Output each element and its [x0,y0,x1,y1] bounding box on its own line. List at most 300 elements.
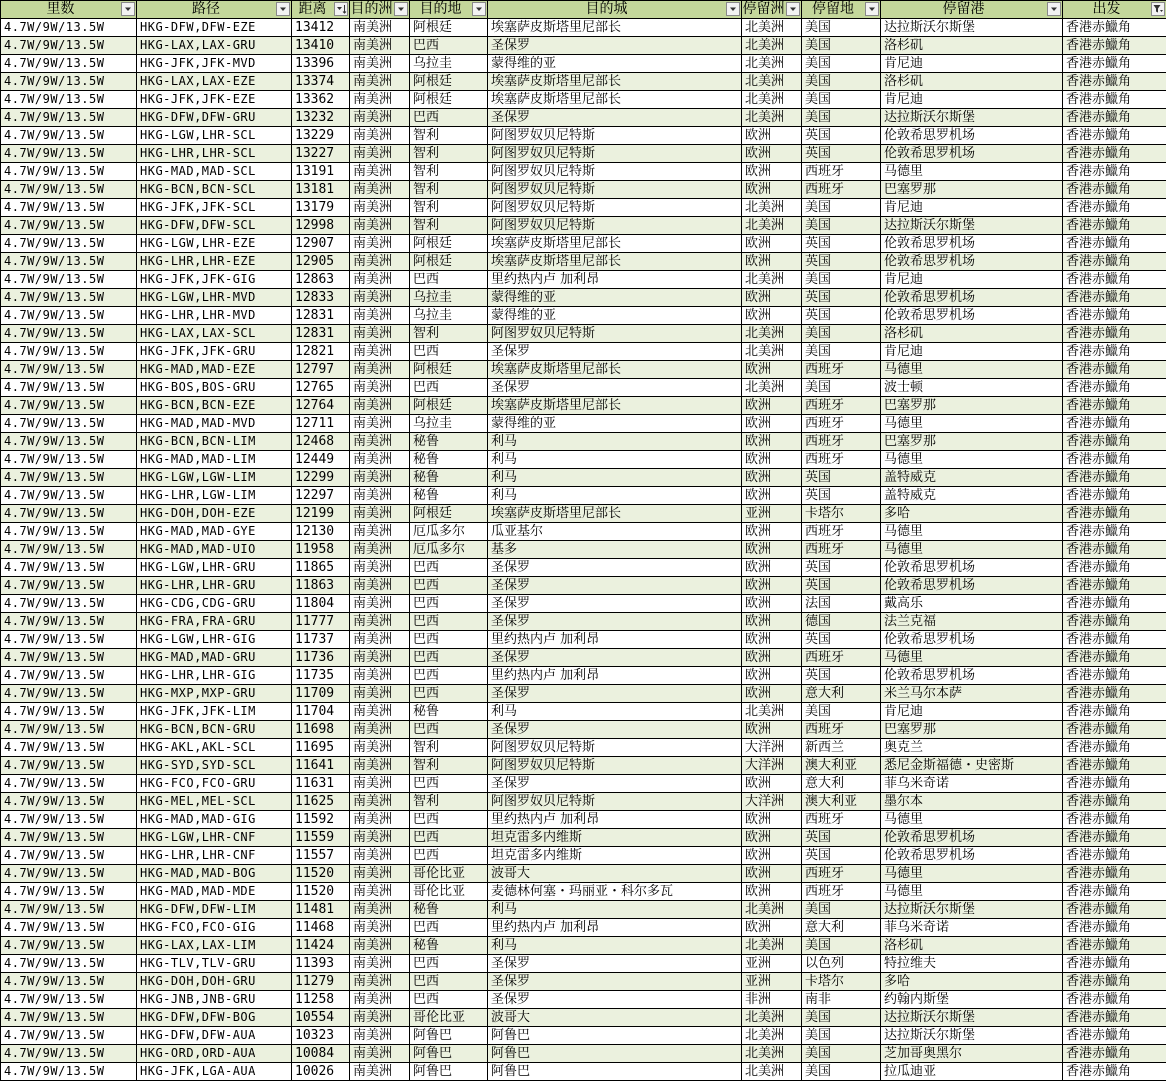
cell-dest-continent[interactable]: 南美洲 [350,703,410,721]
cell-dest-continent[interactable]: 南美洲 [350,775,410,793]
cell-dest-continent[interactable]: 南美洲 [350,955,410,973]
cell-dest-continent[interactable]: 南美洲 [350,973,410,991]
cell-route[interactable]: HKG-BCN,BCN-EZE [137,397,292,415]
cell-stop-country[interactable]: 澳大利亚 [802,793,881,811]
cell-route[interactable]: HKG-MAD,MAD-SCL [137,163,292,181]
cell-departure[interactable]: 香港赤鱲角 [1063,865,1166,883]
cell-dest-city[interactable]: 坦克雷多内维斯 [488,847,742,865]
cell-mileage[interactable]: 4.7W/9W/13.5W [1,505,137,523]
cell-dest-country[interactable]: 巴西 [410,973,488,991]
cell-dest-continent[interactable]: 南美洲 [350,325,410,343]
cell-route[interactable]: HKG-LHR,LHR-CNF [137,847,292,865]
cell-dest-city[interactable]: 里约热内卢 加利昂 [488,811,742,829]
cell-route[interactable]: HKG-LAX,LAX-LIM [137,937,292,955]
cell-distance[interactable]: 10323 [292,1027,350,1045]
cell-dest-country[interactable]: 巴西 [410,667,488,685]
cell-dest-continent[interactable]: 南美洲 [350,793,410,811]
cell-dest-continent[interactable]: 南美洲 [350,469,410,487]
cell-dest-city[interactable]: 圣保罗 [488,955,742,973]
cell-stop-port[interactable]: 拉瓜迪亚 [881,1063,1063,1081]
cell-dest-city[interactable]: 圣保罗 [488,685,742,703]
cell-stop-port[interactable]: 伦敦希思罗机场 [881,307,1063,325]
cell-dest-country[interactable]: 巴西 [410,919,488,937]
cell-dest-country[interactable]: 巴西 [410,829,488,847]
cell-dest-country[interactable]: 巴西 [410,955,488,973]
cell-departure[interactable]: 香港赤鱲角 [1063,127,1166,145]
cell-stop-continent[interactable]: 欧洲 [742,415,802,433]
cell-mileage[interactable]: 4.7W/9W/13.5W [1,811,137,829]
cell-stop-country[interactable]: 西班牙 [802,649,881,667]
cell-stop-continent[interactable]: 欧洲 [742,235,802,253]
cell-dest-city[interactable]: 圣保罗 [488,37,742,55]
cell-departure[interactable]: 香港赤鱲角 [1063,919,1166,937]
cell-stop-country[interactable]: 意大利 [802,775,881,793]
cell-dest-continent[interactable]: 南美洲 [350,127,410,145]
cell-dest-city[interactable]: 埃塞萨皮斯塔里尼部长 [488,91,742,109]
cell-dest-country[interactable]: 阿鲁巴 [410,1063,488,1081]
cell-stop-country[interactable]: 美国 [802,325,881,343]
cell-dest-continent[interactable]: 南美洲 [350,91,410,109]
cell-dest-country[interactable]: 阿鲁巴 [410,1045,488,1063]
cell-stop-country[interactable]: 西班牙 [802,883,881,901]
cell-route[interactable]: HKG-AKL,AKL-SCL [137,739,292,757]
cell-mileage[interactable]: 4.7W/9W/13.5W [1,451,137,469]
cell-dest-country[interactable]: 巴西 [410,343,488,361]
cell-dest-city[interactable]: 蒙得维的亚 [488,55,742,73]
cell-stop-continent[interactable]: 欧洲 [742,433,802,451]
cell-route[interactable]: HKG-CDG,CDG-GRU [137,595,292,613]
cell-mileage[interactable]: 4.7W/9W/13.5W [1,73,137,91]
cell-stop-port[interactable]: 伦敦希思罗机场 [881,559,1063,577]
cell-stop-continent[interactable]: 欧洲 [742,361,802,379]
cell-stop-port[interactable]: 马德里 [881,883,1063,901]
cell-stop-continent[interactable]: 北美洲 [742,271,802,289]
cell-dest-continent[interactable]: 南美洲 [350,1009,410,1027]
cell-distance[interactable]: 12905 [292,253,350,271]
cell-dest-continent[interactable]: 南美洲 [350,379,410,397]
cell-dest-continent[interactable]: 南美洲 [350,1027,410,1045]
cell-distance[interactable]: 11520 [292,883,350,901]
cell-dest-city[interactable]: 阿鲁巴 [488,1045,742,1063]
cell-mileage[interactable]: 4.7W/9W/13.5W [1,739,137,757]
cell-dest-country[interactable]: 厄瓜多尔 [410,541,488,559]
cell-dest-continent[interactable]: 南美洲 [350,433,410,451]
cell-dest-continent[interactable]: 南美洲 [350,1063,410,1081]
cell-stop-country[interactable]: 英国 [802,559,881,577]
cell-stop-continent[interactable]: 欧洲 [742,559,802,577]
cell-dest-city[interactable]: 阿图罗奴贝尼特斯 [488,127,742,145]
cell-dest-country[interactable]: 阿根廷 [410,253,488,271]
cell-stop-continent[interactable]: 欧洲 [742,397,802,415]
cell-stop-continent[interactable]: 北美洲 [742,37,802,55]
cell-mileage[interactable]: 4.7W/9W/13.5W [1,37,137,55]
cell-dest-city[interactable]: 利马 [488,937,742,955]
cell-mileage[interactable]: 4.7W/9W/13.5W [1,1063,137,1081]
cell-route[interactable]: HKG-JFK,JFK-GIG [137,271,292,289]
cell-dest-city[interactable]: 阿图罗奴贝尼特斯 [488,217,742,235]
cell-dest-city[interactable]: 基多 [488,541,742,559]
cell-dest-continent[interactable]: 南美洲 [350,667,410,685]
cell-stop-country[interactable]: 美国 [802,109,881,127]
cell-departure[interactable]: 香港赤鱲角 [1063,415,1166,433]
cell-departure[interactable]: 香港赤鱲角 [1063,559,1166,577]
cell-route[interactable]: HKG-MEL,MEL-SCL [137,793,292,811]
cell-stop-port[interactable]: 盖特威克 [881,487,1063,505]
cell-mileage[interactable]: 4.7W/9W/13.5W [1,901,137,919]
cell-stop-port[interactable]: 伦敦希思罗机场 [881,631,1063,649]
cell-route[interactable]: HKG-LGW,LHR-CNF [137,829,292,847]
cell-distance[interactable]: 11625 [292,793,350,811]
cell-stop-country[interactable]: 英国 [802,667,881,685]
column-header-stop-port[interactable] [881,1,1063,19]
cell-dest-continent[interactable]: 南美洲 [350,289,410,307]
cell-mileage[interactable]: 4.7W/9W/13.5W [1,145,137,163]
cell-dest-country[interactable]: 厄瓜多尔 [410,523,488,541]
cell-mileage[interactable]: 4.7W/9W/13.5W [1,559,137,577]
filter-dropdown-icon[interactable] [865,2,879,16]
cell-distance[interactable]: 12998 [292,217,350,235]
cell-stop-country[interactable]: 西班牙 [802,397,881,415]
cell-distance[interactable]: 11698 [292,721,350,739]
cell-dest-country[interactable]: 阿根廷 [410,361,488,379]
cell-departure[interactable]: 香港赤鱲角 [1063,469,1166,487]
cell-mileage[interactable]: 4.7W/9W/13.5W [1,775,137,793]
cell-stop-port[interactable]: 悉尼金斯福德・史密斯 [881,757,1063,775]
cell-dest-city[interactable]: 波哥大 [488,865,742,883]
cell-dest-country[interactable]: 巴西 [410,613,488,631]
cell-stop-continent[interactable]: 大洋洲 [742,793,802,811]
cell-stop-continent[interactable]: 欧洲 [742,523,802,541]
cell-stop-continent[interactable]: 欧洲 [742,181,802,199]
cell-stop-continent[interactable]: 欧洲 [742,541,802,559]
cell-stop-country[interactable]: 澳大利亚 [802,757,881,775]
cell-mileage[interactable]: 4.7W/9W/13.5W [1,199,137,217]
cell-mileage[interactable]: 4.7W/9W/13.5W [1,127,137,145]
cell-distance[interactable]: 11704 [292,703,350,721]
cell-departure[interactable]: 香港赤鱲角 [1063,487,1166,505]
cell-dest-continent[interactable]: 南美洲 [350,937,410,955]
cell-distance[interactable]: 11865 [292,559,350,577]
cell-dest-continent[interactable]: 南美洲 [350,541,410,559]
cell-distance[interactable]: 13191 [292,163,350,181]
cell-dest-city[interactable]: 蒙得维的亚 [488,289,742,307]
cell-dest-city[interactable]: 圣保罗 [488,973,742,991]
cell-stop-country[interactable]: 美国 [802,379,881,397]
cell-stop-continent[interactable]: 非洲 [742,991,802,1009]
cell-stop-continent[interactable]: 大洋洲 [742,757,802,775]
cell-stop-port[interactable]: 米兰马尔本萨 [881,685,1063,703]
cell-departure[interactable]: 香港赤鱲角 [1063,289,1166,307]
cell-dest-continent[interactable]: 南美洲 [350,523,410,541]
cell-dest-country[interactable]: 智利 [410,217,488,235]
cell-dest-city[interactable]: 埃塞萨皮斯塔里尼部长 [488,505,742,523]
cell-stop-port[interactable]: 达拉斯沃尔斯堡 [881,217,1063,235]
cell-route[interactable]: HKG-DFW,DFW-SCL [137,217,292,235]
cell-stop-continent[interactable]: 大洋洲 [742,739,802,757]
cell-distance[interactable]: 12130 [292,523,350,541]
cell-dest-continent[interactable]: 南美洲 [350,757,410,775]
column-header-departure[interactable] [1063,1,1166,19]
cell-stop-continent[interactable]: 北美洲 [742,55,802,73]
cell-stop-country[interactable]: 卡塔尔 [802,973,881,991]
cell-route[interactable]: HKG-MXP,MXP-GRU [137,685,292,703]
cell-departure[interactable]: 香港赤鱲角 [1063,109,1166,127]
cell-stop-port[interactable]: 伦敦希思罗机场 [881,235,1063,253]
cell-stop-port[interactable]: 伦敦希思罗机场 [881,289,1063,307]
cell-mileage[interactable]: 4.7W/9W/13.5W [1,289,137,307]
column-header-dest-city[interactable] [488,1,742,19]
cell-dest-country[interactable]: 哥伦比亚 [410,1009,488,1027]
cell-dest-country[interactable]: 秘鲁 [410,487,488,505]
column-header-stop-country[interactable] [802,1,881,19]
cell-stop-port[interactable]: 戴高乐 [881,595,1063,613]
cell-dest-country[interactable]: 巴西 [410,847,488,865]
cell-stop-continent[interactable]: 欧洲 [742,883,802,901]
cell-stop-country[interactable]: 西班牙 [802,865,881,883]
cell-mileage[interactable]: 4.7W/9W/13.5W [1,667,137,685]
cell-stop-country[interactable]: 法国 [802,595,881,613]
cell-distance[interactable]: 12711 [292,415,350,433]
cell-stop-port[interactable]: 多哈 [881,973,1063,991]
cell-dest-continent[interactable]: 南美洲 [350,415,410,433]
cell-distance[interactable]: 11393 [292,955,350,973]
cell-stop-port[interactable]: 菲乌米奇诺 [881,919,1063,937]
cell-stop-country[interactable]: 西班牙 [802,163,881,181]
cell-stop-continent[interactable]: 北美洲 [742,1009,802,1027]
cell-stop-port[interactable]: 马德里 [881,163,1063,181]
cell-departure[interactable]: 香港赤鱲角 [1063,829,1166,847]
cell-dest-continent[interactable]: 南美洲 [350,55,410,73]
cell-stop-country[interactable]: 英国 [802,577,881,595]
cell-mileage[interactable]: 4.7W/9W/13.5W [1,883,137,901]
cell-mileage[interactable]: 4.7W/9W/13.5W [1,181,137,199]
cell-dest-city[interactable]: 埃塞萨皮斯塔里尼部长 [488,253,742,271]
cell-departure[interactable]: 香港赤鱲角 [1063,703,1166,721]
cell-dest-country[interactable]: 乌拉圭 [410,307,488,325]
cell-dest-city[interactable]: 圣保罗 [488,343,742,361]
cell-mileage[interactable]: 4.7W/9W/13.5W [1,163,137,181]
cell-stop-country[interactable]: 英国 [802,145,881,163]
cell-distance[interactable]: 12765 [292,379,350,397]
cell-stop-continent[interactable]: 欧洲 [742,721,802,739]
cell-stop-continent[interactable]: 欧洲 [742,289,802,307]
cell-departure[interactable]: 香港赤鱲角 [1063,955,1166,973]
cell-distance[interactable]: 11559 [292,829,350,847]
filter-dropdown-icon[interactable] [121,2,135,16]
cell-dest-city[interactable]: 圣保罗 [488,577,742,595]
cell-stop-continent[interactable]: 北美洲 [742,1045,802,1063]
cell-stop-continent[interactable]: 北美洲 [742,1063,802,1081]
cell-mileage[interactable]: 4.7W/9W/13.5W [1,991,137,1009]
cell-stop-port[interactable]: 巴塞罗那 [881,433,1063,451]
cell-distance[interactable]: 13362 [292,91,350,109]
cell-departure[interactable]: 香港赤鱲角 [1063,1063,1166,1081]
cell-dest-continent[interactable]: 南美洲 [350,847,410,865]
cell-dest-country[interactable]: 巴西 [410,685,488,703]
cell-stop-port[interactable]: 伦敦希思罗机场 [881,667,1063,685]
cell-dest-country[interactable]: 巴西 [410,37,488,55]
cell-distance[interactable]: 11641 [292,757,350,775]
cell-dest-country[interactable]: 巴西 [410,649,488,667]
cell-stop-country[interactable]: 美国 [802,91,881,109]
cell-distance[interactable]: 11737 [292,631,350,649]
cell-dest-city[interactable]: 坦克雷多内维斯 [488,829,742,847]
cell-stop-country[interactable]: 西班牙 [802,361,881,379]
cell-stop-continent[interactable]: 欧洲 [742,649,802,667]
cell-stop-country[interactable]: 美国 [802,19,881,37]
cell-distance[interactable]: 11468 [292,919,350,937]
cell-stop-country[interactable]: 西班牙 [802,181,881,199]
cell-departure[interactable]: 香港赤鱲角 [1063,55,1166,73]
cell-route[interactable]: HKG-LGW,LHR-MVD [137,289,292,307]
cell-stop-country[interactable]: 西班牙 [802,415,881,433]
cell-route[interactable]: HKG-SYD,SYD-SCL [137,757,292,775]
cell-stop-port[interactable]: 马德里 [881,361,1063,379]
cell-stop-continent[interactable]: 欧洲 [742,631,802,649]
cell-departure[interactable]: 香港赤鱲角 [1063,811,1166,829]
cell-stop-port[interactable]: 马德里 [881,523,1063,541]
cell-distance[interactable]: 12449 [292,451,350,469]
cell-departure[interactable]: 香港赤鱲角 [1063,397,1166,415]
cell-mileage[interactable]: 4.7W/9W/13.5W [1,1009,137,1027]
cell-dest-country[interactable]: 阿根廷 [410,235,488,253]
cell-dest-continent[interactable]: 南美洲 [350,181,410,199]
cell-stop-country[interactable]: 美国 [802,37,881,55]
cell-route[interactable]: HKG-JFK,JFK-LIM [137,703,292,721]
cell-mileage[interactable]: 4.7W/9W/13.5W [1,919,137,937]
cell-stop-port[interactable]: 肯尼迪 [881,91,1063,109]
cell-departure[interactable]: 香港赤鱲角 [1063,379,1166,397]
cell-stop-continent[interactable]: 北美洲 [742,19,802,37]
cell-dest-country[interactable]: 秘鲁 [410,451,488,469]
cell-stop-continent[interactable]: 北美洲 [742,217,802,235]
cell-distance[interactable]: 11592 [292,811,350,829]
cell-departure[interactable]: 香港赤鱲角 [1063,739,1166,757]
cell-departure[interactable]: 香港赤鱲角 [1063,649,1166,667]
cell-distance[interactable]: 12299 [292,469,350,487]
cell-mileage[interactable]: 4.7W/9W/13.5W [1,703,137,721]
filter-dropdown-icon[interactable] [472,2,486,16]
cell-dest-country[interactable]: 乌拉圭 [410,55,488,73]
cell-stop-port[interactable]: 马德里 [881,451,1063,469]
cell-dest-city[interactable]: 利马 [488,469,742,487]
column-header-mileage[interactable] [1,1,137,19]
cell-stop-country[interactable]: 英国 [802,487,881,505]
cell-dest-country[interactable]: 阿根廷 [410,73,488,91]
cell-dest-country[interactable]: 阿根廷 [410,397,488,415]
cell-mileage[interactable]: 4.7W/9W/13.5W [1,433,137,451]
cell-route[interactable]: HKG-BCN,BCN-LIM [137,433,292,451]
cell-route[interactable]: HKG-JNB,JNB-GRU [137,991,292,1009]
column-header-distance[interactable] [292,1,350,19]
cell-route[interactable]: HKG-MAD,MAD-GRU [137,649,292,667]
cell-dest-city[interactable]: 圣保罗 [488,649,742,667]
cell-departure[interactable]: 香港赤鱲角 [1063,163,1166,181]
cell-mileage[interactable]: 4.7W/9W/13.5W [1,973,137,991]
cell-departure[interactable]: 香港赤鱲角 [1063,973,1166,991]
cell-distance[interactable]: 11736 [292,649,350,667]
cell-mileage[interactable]: 4.7W/9W/13.5W [1,721,137,739]
cell-dest-continent[interactable]: 南美洲 [350,199,410,217]
cell-dest-city[interactable]: 埃塞萨皮斯塔里尼部长 [488,19,742,37]
cell-route[interactable]: HKG-MAD,MAD-LIM [137,451,292,469]
cell-stop-country[interactable]: 英国 [802,631,881,649]
cell-stop-country[interactable]: 英国 [802,253,881,271]
cell-stop-port[interactable]: 伦敦希思罗机场 [881,847,1063,865]
cell-distance[interactable]: 11958 [292,541,350,559]
cell-dest-country[interactable]: 巴西 [410,379,488,397]
cell-stop-port[interactable]: 肯尼迪 [881,703,1063,721]
cell-stop-country[interactable]: 美国 [802,901,881,919]
filter-dropdown-icon[interactable] [726,2,740,16]
cell-distance[interactable]: 13227 [292,145,350,163]
cell-distance[interactable]: 11424 [292,937,350,955]
cell-stop-port[interactable]: 达拉斯沃尔斯堡 [881,109,1063,127]
cell-dest-continent[interactable]: 南美洲 [350,487,410,505]
cell-dest-city[interactable]: 波哥大 [488,1009,742,1027]
cell-dest-continent[interactable]: 南美洲 [350,991,410,1009]
cell-distance[interactable]: 11557 [292,847,350,865]
cell-stop-port[interactable]: 马德里 [881,541,1063,559]
cell-dest-city[interactable]: 埃塞萨皮斯塔里尼部长 [488,397,742,415]
cell-route[interactable]: HKG-FRA,FRA-GRU [137,613,292,631]
cell-dest-continent[interactable]: 南美洲 [350,73,410,91]
cell-departure[interactable]: 香港赤鱲角 [1063,343,1166,361]
cell-mileage[interactable]: 4.7W/9W/13.5W [1,847,137,865]
cell-stop-continent[interactable]: 北美洲 [742,343,802,361]
cell-departure[interactable]: 香港赤鱲角 [1063,217,1166,235]
cell-stop-port[interactable]: 法兰克福 [881,613,1063,631]
cell-stop-port[interactable]: 巴塞罗那 [881,181,1063,199]
cell-mileage[interactable]: 4.7W/9W/13.5W [1,1027,137,1045]
cell-departure[interactable]: 香港赤鱲角 [1063,361,1166,379]
cell-stop-country[interactable]: 英国 [802,127,881,145]
cell-dest-country[interactable]: 秘鲁 [410,703,488,721]
cell-stop-port[interactable]: 马德里 [881,865,1063,883]
cell-departure[interactable]: 香港赤鱲角 [1063,181,1166,199]
cell-mileage[interactable]: 4.7W/9W/13.5W [1,649,137,667]
cell-dest-country[interactable]: 巴西 [410,811,488,829]
cell-stop-continent[interactable]: 欧洲 [742,595,802,613]
cell-dest-country[interactable]: 智利 [410,739,488,757]
cell-stop-port[interactable]: 洛杉矶 [881,73,1063,91]
cell-mileage[interactable]: 4.7W/9W/13.5W [1,613,137,631]
cell-mileage[interactable]: 4.7W/9W/13.5W [1,829,137,847]
cell-stop-continent[interactable]: 欧洲 [742,919,802,937]
cell-mileage[interactable]: 4.7W/9W/13.5W [1,469,137,487]
cell-departure[interactable]: 香港赤鱲角 [1063,145,1166,163]
cell-mileage[interactable]: 4.7W/9W/13.5W [1,343,137,361]
cell-stop-country[interactable]: 西班牙 [802,523,881,541]
cell-departure[interactable]: 香港赤鱲角 [1063,685,1166,703]
cell-departure[interactable]: 香港赤鱲角 [1063,595,1166,613]
cell-stop-country[interactable]: 英国 [802,469,881,487]
cell-dest-country[interactable]: 巴西 [410,721,488,739]
cell-mileage[interactable]: 4.7W/9W/13.5W [1,415,137,433]
cell-route[interactable]: HKG-LHR,LHR-SCL [137,145,292,163]
cell-dest-continent[interactable]: 南美洲 [350,613,410,631]
sort-desc-filter-icon[interactable] [334,2,348,16]
cell-dest-country[interactable]: 智利 [410,163,488,181]
cell-dest-continent[interactable]: 南美洲 [350,505,410,523]
cell-mileage[interactable]: 4.7W/9W/13.5W [1,253,137,271]
column-header-route[interactable] [137,1,292,19]
cell-mileage[interactable]: 4.7W/9W/13.5W [1,685,137,703]
cell-route[interactable]: HKG-JFK,JFK-GRU [137,343,292,361]
cell-dest-country[interactable]: 阿根廷 [410,91,488,109]
cell-distance[interactable]: 11279 [292,973,350,991]
cell-stop-port[interactable]: 肯尼迪 [881,55,1063,73]
